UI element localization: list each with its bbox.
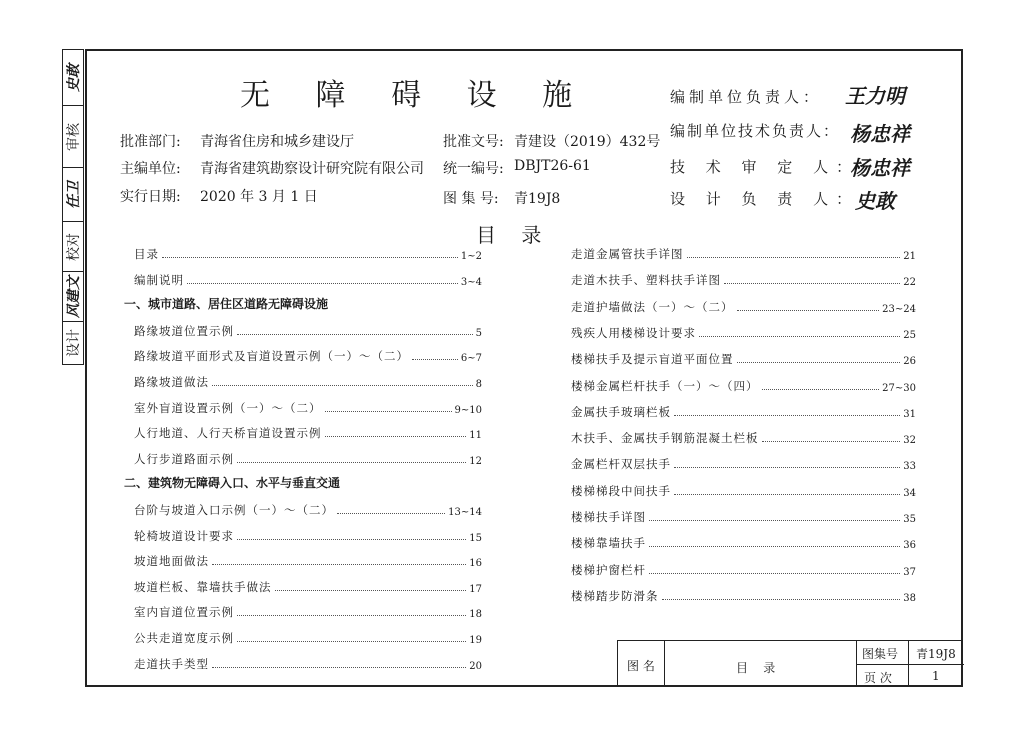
toc-entry[interactable]: [571, 272, 916, 288]
toc-section-heading: 一、城市道路、居住区道路无障碍设施: [124, 297, 329, 312]
strip-cell-review: [63, 106, 83, 168]
toc-entry-page: 1~2: [460, 251, 482, 262]
toc-leader-dots: [237, 539, 466, 540]
toc-entry-label: 路缘坡道做法: [134, 375, 209, 389]
toc-entry[interactable]: [134, 425, 482, 441]
toc-entry-label: 走道金属管扶手详图: [571, 247, 684, 261]
toc-entry[interactable]: [134, 323, 482, 339]
toc-leader-dots: [649, 573, 900, 574]
responsible-label-2: 编制单位技术负责人：: [670, 122, 841, 140]
toc-leader-dots: [237, 334, 473, 335]
toc-entry-page: 36: [903, 540, 916, 552]
toc-entry-page: 23~24: [882, 303, 916, 315]
toc-entry-page: 17: [469, 583, 482, 595]
toc-entry-label: 路缘坡道平面形式及盲道设置示例（一）～（二）: [134, 349, 409, 364]
approval-dept-label: 批准部门:: [120, 134, 181, 150]
toc-entry[interactable]: [134, 604, 482, 620]
toc-entry[interactable]: [134, 630, 482, 646]
toc-entry-page: 6~7: [460, 353, 482, 365]
toc-entry[interactable]: [571, 351, 916, 367]
toc-leader-dots: [325, 436, 467, 437]
toc-leader-dots: [724, 283, 900, 284]
toc-entry-label: 残疾人用楼梯设计要求: [571, 325, 696, 340]
toc-leader-dots: [237, 641, 466, 642]
toc-entry[interactable]: [134, 348, 482, 364]
toc-leader-dots: [212, 385, 473, 386]
responsible-label-4: 设 计 负 责 人：: [670, 190, 860, 208]
toc-entry-page: 15: [469, 532, 482, 544]
toc-entry[interactable]: [134, 502, 482, 518]
toc-entry-page: 37: [903, 566, 916, 578]
toc-leader-dots: [674, 467, 900, 468]
title-block-divider: [856, 664, 964, 665]
toc-entry-label: 坡道地面做法: [134, 554, 209, 569]
toc-entry-page: 32: [903, 435, 916, 447]
toc-entry[interactable]: [571, 430, 916, 446]
atlas-no-label: 图 集 号:: [443, 191, 499, 207]
toc-leader-dots: [325, 411, 452, 412]
responsible-signature-2: 杨忠祥: [850, 122, 910, 146]
strip-cell-review2-signature: [63, 168, 83, 222]
responsible-signature-3: 杨忠祥: [850, 156, 910, 180]
page-label: 页 次: [864, 671, 892, 685]
toc-entry-page: 13~14: [448, 507, 482, 518]
toc-entry[interactable]: [571, 562, 916, 578]
toc-entry-label: 台阶与坡道入口示例（一）～（二）: [134, 503, 334, 517]
toc-entry[interactable]: [571, 378, 916, 394]
responsible-label-3: 技 术 审 定 人：: [670, 158, 860, 176]
editor-label: 主编单位:: [120, 161, 181, 177]
toc-leader-dots: [674, 415, 900, 416]
toc-entry[interactable]: [134, 656, 482, 672]
toc-entry-page: 3~4: [460, 276, 482, 288]
toc-leader-dots: [687, 257, 901, 258]
toc-entry-page: 22: [903, 277, 916, 289]
strip-cell-proof-signature: [63, 272, 83, 322]
strip-cell-review-signature: [63, 50, 83, 106]
toc-entry-label: 轮椅坡道设计要求: [134, 528, 234, 543]
proofreader-role: 校对: [66, 232, 82, 261]
toc-entry[interactable]: [134, 579, 482, 595]
toc-entry-page: 26: [903, 356, 916, 368]
title-block: [617, 640, 963, 687]
toc-entry-label: 楼梯金属栏杆扶手（一）～（四）: [571, 378, 759, 393]
toc-entry[interactable]: [571, 404, 916, 420]
toc-entry-page: 25: [903, 329, 916, 341]
drawing-name-label: 图 名: [627, 659, 655, 673]
toc-entry-page: 21: [903, 251, 916, 262]
toc-entry-label: 走道木扶手、塑料扶手详图: [571, 273, 721, 288]
toc-entry-label: 楼梯梯段中间扶手: [571, 483, 671, 498]
toc-entry-page: 9~10: [454, 404, 482, 416]
toc-title: 目 录: [476, 223, 542, 247]
toc-entry-label: 走道护墙做法（一）～（二）: [571, 299, 734, 314]
toc-entry-page: 16: [469, 558, 482, 570]
toc-entry[interactable]: [571, 456, 916, 472]
approval-dept: 青海省住房和城乡建设厅: [200, 134, 354, 150]
toc-entry-page: 31: [903, 408, 916, 420]
toc-entry-label: 楼梯扶手详图: [571, 510, 646, 524]
toc-leader-dots: [337, 513, 445, 514]
strip-cell-design: [63, 322, 83, 363]
toc-entry[interactable]: [134, 528, 482, 544]
toc-leader-dots: [649, 520, 900, 521]
toc-entry-label: 人行地道、人行天桥盲道设置示例: [134, 426, 322, 441]
toc-entry-page: 35: [903, 514, 916, 525]
toc-entry-label: 楼梯扶手及提示盲道平面位置: [571, 352, 734, 367]
approval-no-label: 批准文号:: [443, 134, 504, 150]
toc-entry-label: 路缘坡道位置示例: [134, 323, 234, 338]
toc-entry[interactable]: [571, 509, 916, 525]
atlas-no-value: 青19J8: [916, 647, 956, 661]
toc-entry-label: 金属栏杆双层扶手: [571, 457, 671, 472]
toc-entry-label: 走道扶手类型: [134, 656, 209, 671]
toc-entry-page: 11: [469, 430, 482, 442]
toc-leader-dots: [187, 283, 458, 284]
toc-entry[interactable]: [571, 535, 916, 551]
approval-no: 青建设（2019）432号: [514, 134, 661, 150]
toc-entry[interactable]: [571, 299, 916, 315]
strip-cell-proof: [63, 222, 83, 272]
toc-leader-dots: [762, 441, 901, 442]
impl-date-label: 实行日期:: [120, 189, 181, 205]
toc-leader-dots: [412, 359, 458, 360]
toc-section-heading: 二、建筑物无障碍入口、水平与垂直交通: [124, 476, 341, 491]
toc-entry-label: 金属扶手玻璃栏板: [571, 404, 671, 419]
toc-entry-label: 坡道栏板、靠墙扶手做法: [134, 579, 272, 594]
toc-entry[interactable]: [134, 400, 482, 416]
designer-role: 设计: [66, 328, 82, 357]
toc-leader-dots: [662, 599, 901, 600]
toc-leader-dots: [237, 462, 466, 463]
toc-leader-dots: [674, 494, 900, 495]
unified-no-label: 统一编号:: [443, 161, 504, 177]
responsible-signature-1: 王力明: [845, 84, 905, 108]
responsible-label-1: 编制单位负责人：: [670, 88, 823, 106]
toc-entry[interactable]: [134, 553, 482, 569]
toc-entry-label: 楼梯靠墙扶手: [571, 536, 646, 551]
toc-entry-label: 木扶手、金属扶手钢筋混凝土栏板: [571, 431, 759, 446]
toc-leader-dots: [737, 362, 901, 363]
toc-entry[interactable]: [571, 588, 916, 604]
toc-entry-page: 34: [903, 487, 916, 499]
reviewer-signature: 史敢: [66, 63, 82, 92]
toc-entry-label: 室外盲道设置示例（一）～（二）: [134, 400, 322, 415]
toc-entry-page: 20: [469, 660, 482, 672]
toc-leader-dots: [699, 336, 900, 337]
toc-leader-dots: [162, 257, 458, 258]
toc-entry-label: 编制说明: [134, 272, 184, 287]
toc-entry-page: 12: [469, 455, 482, 467]
toc-entry[interactable]: [134, 451, 482, 467]
toc-leader-dots: [212, 564, 466, 565]
toc-entry-label: 公共走道宽度示例: [134, 631, 234, 645]
unified-no: DBJT26-61: [514, 158, 591, 174]
toc-entry-label: 室内盲道位置示例: [134, 605, 234, 620]
toc-entry[interactable]: [571, 246, 916, 262]
reviewer-role: 审核: [66, 122, 82, 151]
toc-entry-label: 楼梯踏步防滑条: [571, 588, 659, 603]
toc-entry-page: 38: [903, 592, 916, 604]
review-strip: [62, 49, 84, 365]
toc-entry[interactable]: [134, 374, 482, 390]
toc-entry-label: 目录: [134, 247, 159, 261]
toc-entry-page: 18: [469, 609, 482, 621]
toc-leader-dots: [212, 667, 466, 668]
toc-entry-page: 27~30: [882, 382, 916, 394]
drawing-name: 目 录: [736, 661, 776, 675]
toc-entry[interactable]: [571, 483, 916, 499]
toc-leader-dots: [762, 389, 880, 390]
responsible-signature-4: 史敢: [855, 189, 895, 213]
toc-leader-dots: [237, 615, 466, 616]
toc-entry-page: 5: [475, 327, 482, 339]
document-title: 无 障 碍 设 施: [240, 78, 591, 113]
editor-unit: 青海省建筑勘察设计研究院有限公司: [200, 161, 424, 177]
toc-leader-dots: [649, 546, 900, 547]
toc-entry-page: 8: [475, 379, 482, 390]
proofreader-signature: 风建文: [66, 275, 82, 318]
atlas-no: 青19J8: [514, 191, 561, 207]
toc-entry[interactable]: [134, 246, 482, 262]
page-number: 1: [932, 669, 940, 683]
impl-date: 2020 年 3 月 1 日: [200, 189, 318, 205]
reviewer2-signature: 任卫: [66, 180, 82, 209]
atlas-no-label: 图集号: [862, 647, 899, 661]
toc-entry-label: 楼梯护窗栏杆: [571, 562, 646, 577]
toc-entry-page: 19: [469, 635, 482, 646]
toc-entry[interactable]: [571, 325, 916, 341]
toc-leader-dots: [737, 310, 880, 311]
title-block-divider: [664, 641, 665, 687]
toc-entry-page: 33: [903, 461, 916, 473]
toc-leader-dots: [275, 590, 467, 591]
toc-entry[interactable]: [134, 272, 482, 288]
toc-entry-label: 人行步道路面示例: [134, 451, 234, 466]
